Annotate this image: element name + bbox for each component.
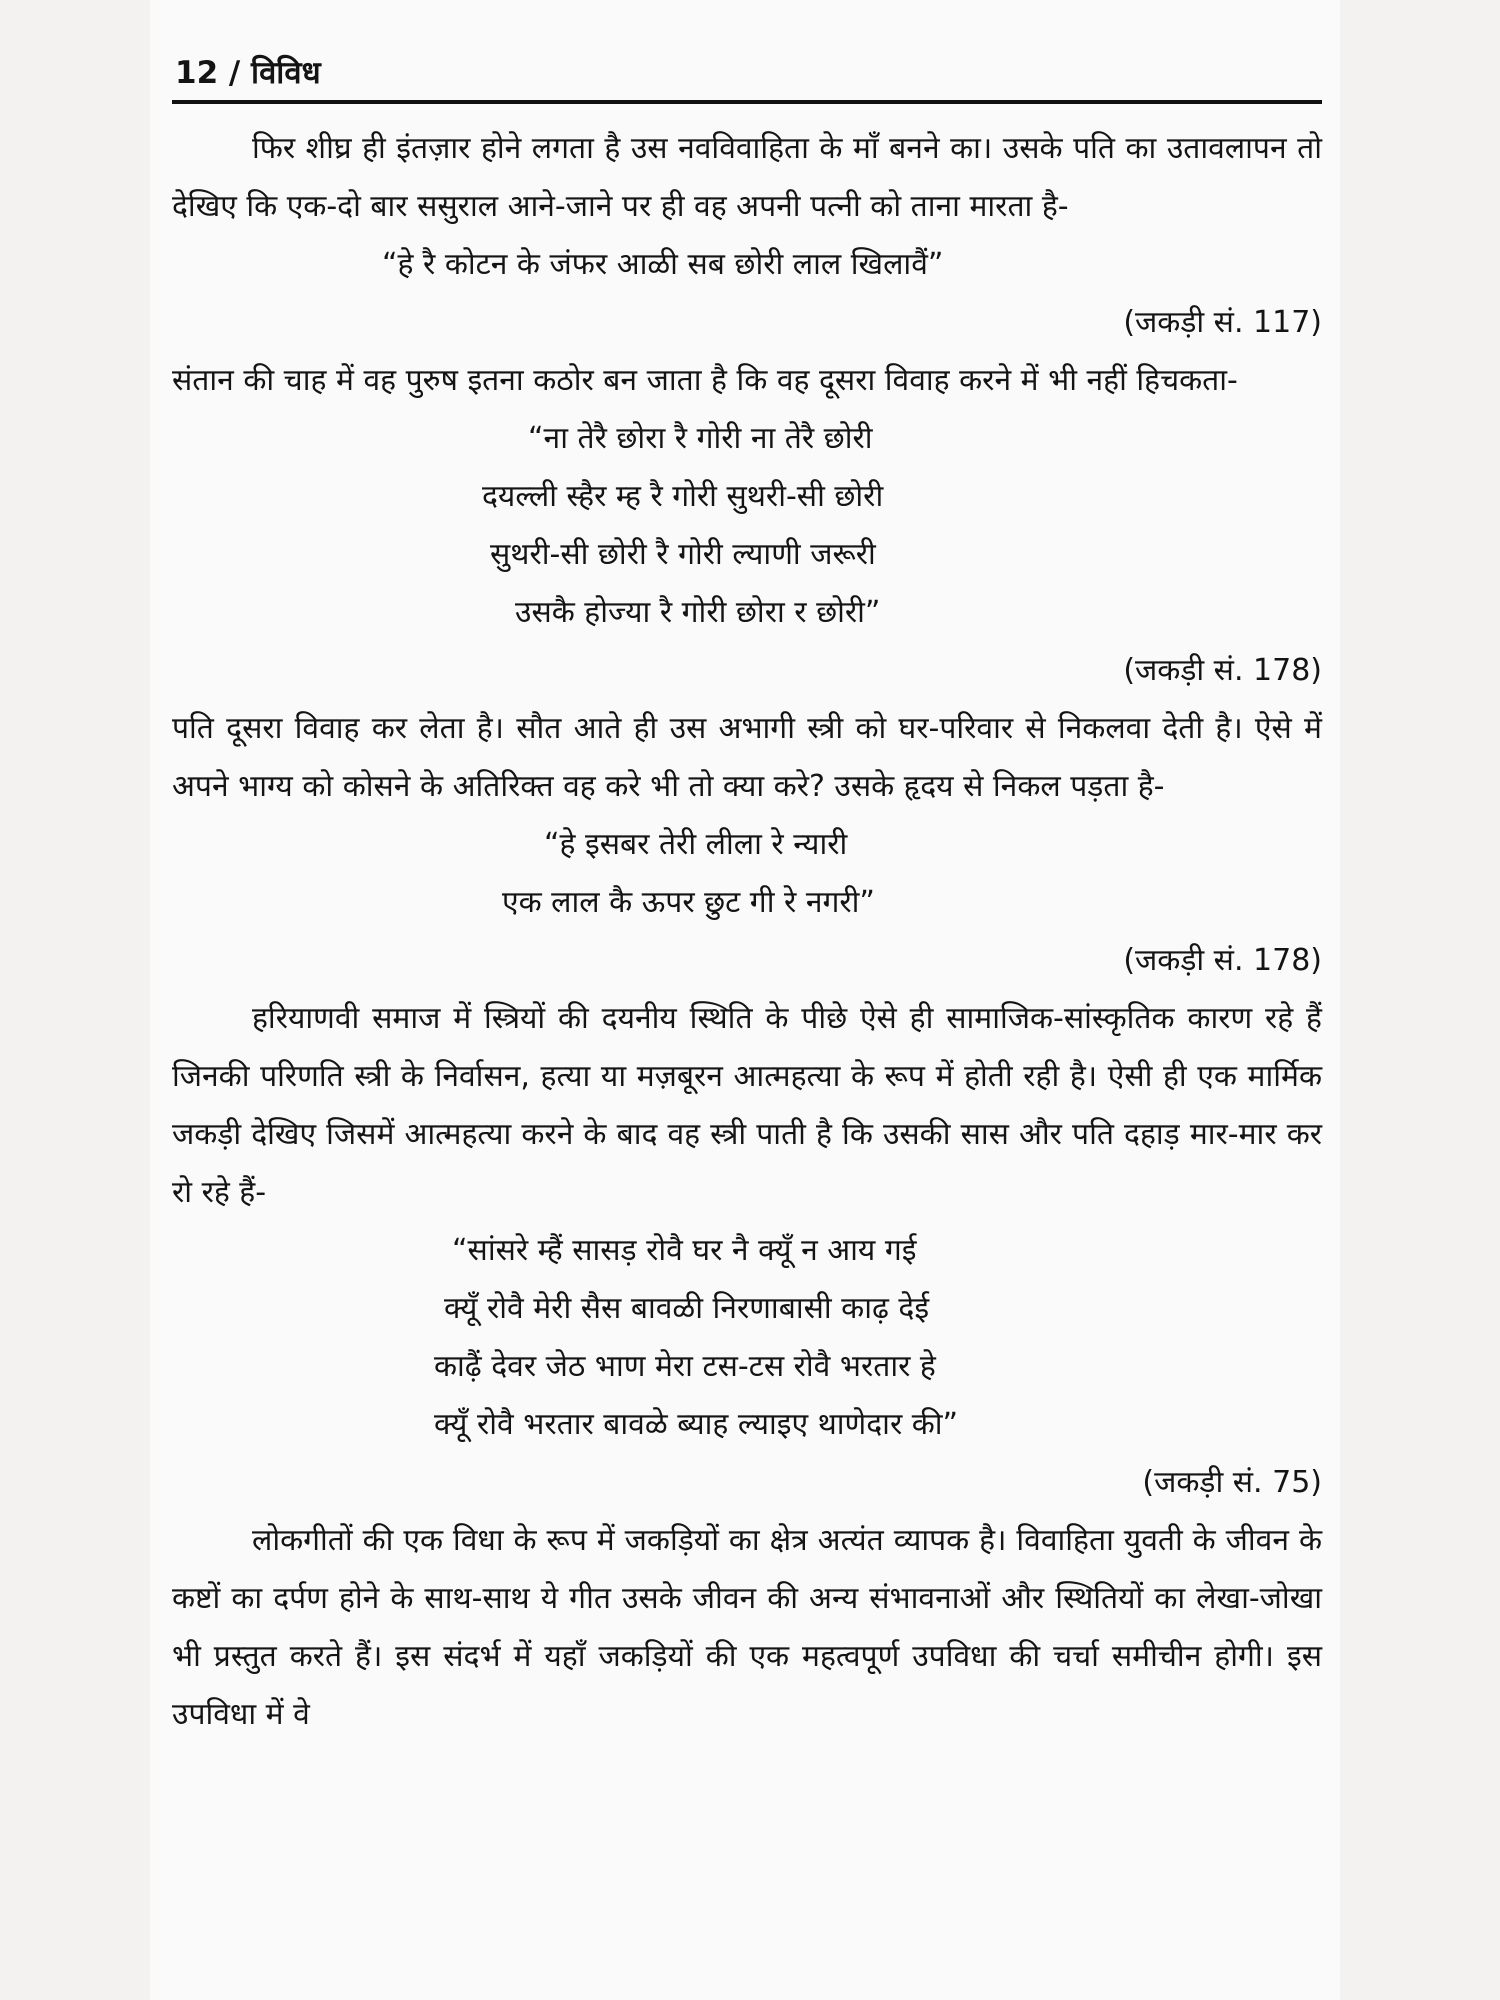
citation-2: (जकड़ी सं. 178) bbox=[1123, 653, 1322, 688]
verse-3 bbox=[172, 816, 1322, 932]
verse-line: उसकै होज्या रै गोरी छोरा र छोरी” bbox=[515, 595, 881, 630]
verse-line: क्यूँ रोवै मेरी सैस बावळी निरणाबासी काढ़ देई bbox=[444, 1291, 930, 1326]
verse-line: “सांसरे म्हैं सासड़ रोवै घर नै क्यूँ न आय गई bbox=[452, 1233, 917, 1268]
verse-line: “हे इसबर तेरी लीला रे न्यारी bbox=[544, 827, 848, 862]
header-rule bbox=[172, 100, 1322, 104]
paragraph-5: लोकगीतों की एक विधा के रूप में जकड़ियों का क्षेत्र अत्यंत व्यापक है। विवाहिता युवती के जीवन के कष्टों का दर्पण होने के साथ-साथ ये गीत उसके जीवन की अन्य संभावनाओं और स्थितियों का लेखा-जोखा भी प्रस्तुत करते हैं। इस संदर्भ में यहाँ जकड़ियों की एक महत्वपूर्ण उपविधा की चर्चा समीचीन होगी। इस उपविधा में वे bbox=[172, 1523, 1322, 1732]
verse-line: क्यूँ रोवै भरतार बावळे ब्याह ल्याइए थाणेदार की” bbox=[434, 1407, 959, 1442]
paragraph-3: पति दूसरा विवाह कर लेता है। सौत आते ही उस अभागी स्त्री को घर-परिवार से निकलवा देती है। ऐसे में अपने भाग्य को कोसने के अतिरिक्त वह करे भी तो क्या करे? उसके हृदय से निकल पड़ता है- bbox=[172, 711, 1322, 804]
verse-4 bbox=[172, 1222, 1322, 1454]
page-body bbox=[172, 120, 1322, 1744]
citation-3: (जकड़ी सं. 178) bbox=[1123, 943, 1322, 978]
verse-line: “हे रै कोटन के जंफर आळी सब छोरी लाल खिलावैं” bbox=[382, 247, 944, 282]
paragraph-4: हरियाणवी समाज में स्त्रियों की दयनीय स्थिति के पीछे ऐसे ही सामाजिक-सांस्कृतिक कारण रहे हैं जिनकी परिणति स्त्री के निर्वासन, हत्या या मज़बूरन आत्महत्या के रूप में होती रही है। ऐसी ही एक मार्मिक जकड़ी देखिए जिसमें आत्महत्या करने के बाद वह स्त्री पाती है कि उसकी सास और पति दहाड़ मार-मार कर रो रहे हैं- bbox=[172, 1001, 1322, 1210]
citation-1: (जकड़ी सं. 117) bbox=[1123, 305, 1322, 340]
verse-line: एक लाल कै ऊपर छुट गी रे नगरी” bbox=[502, 885, 875, 920]
paragraph-2: संतान की चाह में वह पुरुष इतना कठोर बन जाता है कि वह दूसरा विवाह करने में भी नहीं हिचकता- bbox=[172, 363, 1238, 398]
citation-4: (जकड़ी सं. 75) bbox=[1142, 1465, 1322, 1500]
verse-line: दयल्ली स्हैर म्ह रै गोरी सुथरी-सी छोरी bbox=[482, 479, 884, 514]
paragraph-1: फिर शीघ्र ही इंतज़ार होने लगता है उस नवविवाहिता के माँ बनने का। उसके पति का उतावलापन तो देखिए कि एक-दो बार ससुराल आने-जाने पर ही वह अपनी पत्नी को ताना मारता है- bbox=[172, 131, 1322, 224]
verse-1 bbox=[172, 236, 1322, 294]
verse-line: “ना तेरै छोरा रै गोरी ना तेरै छोरी bbox=[528, 421, 873, 456]
verse-line: काढ़ैं देवर जेठ भाण मेरा टस-टस रोवै भरतार हे bbox=[434, 1349, 936, 1384]
page-header: 12 / विविध bbox=[175, 55, 321, 91]
verse-line: सुथरी-सी छोरी रै गोरी ल्याणी जरूरी bbox=[490, 537, 876, 572]
verse-2 bbox=[172, 410, 1322, 642]
